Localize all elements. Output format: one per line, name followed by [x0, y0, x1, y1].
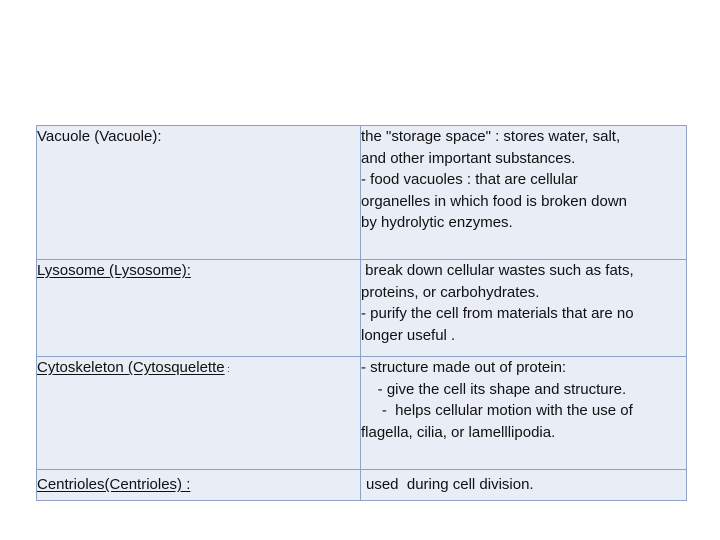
- table-row: [37, 357, 687, 470]
- organelle-description-cell: [361, 126, 687, 260]
- table-row: [37, 260, 687, 357]
- description-line: longer useful .: [361, 326, 456, 344]
- description-line: used during cell division.: [366, 476, 534, 493]
- description-line: - food vacuoles : that are cellular: [361, 171, 578, 188]
- description-line: break down cellular wastes such as fats,: [361, 262, 634, 279]
- description-line: - structure made out of protein:: [361, 359, 567, 376]
- organelle-description-cell: [361, 470, 687, 501]
- organelle-table: [36, 125, 687, 501]
- table-row: [37, 470, 687, 501]
- organelle-name-cell: [37, 260, 361, 357]
- description-line: - helps cellular motion with the use of: [361, 402, 633, 419]
- description-line: - give the cell its shape and structure.: [361, 380, 627, 398]
- organelle-description-cell: [361, 357, 687, 470]
- organelle-name: Lysosome (Lysosome):: [37, 262, 191, 279]
- organelle-name: Centrioles(Centrioles) :: [37, 476, 191, 493]
- description-line: by hydrolytic enzymes.: [361, 214, 513, 231]
- organelle-name-suffix: :: [224, 364, 230, 374]
- organelle-name: Cytoskeleton (Cytosquelette: [37, 359, 225, 376]
- description-line: the "storage space" : stores water, salt,: [361, 128, 621, 145]
- description-line: proteins, or carbohydrates.: [361, 283, 540, 301]
- description-line: and other important substances.: [361, 149, 576, 167]
- organelle-name: Vacuole (Vacuole):: [37, 128, 162, 145]
- organelle-name-cell: [37, 470, 361, 501]
- description-line: - purify the cell from materials that are no: [361, 305, 634, 322]
- organelle-description-cell: [361, 260, 687, 357]
- description-line: flagella, cilia, or lamelllipodia.: [361, 423, 556, 441]
- table-row: [37, 126, 687, 260]
- organelle-name-cell: [37, 357, 361, 470]
- organelle-name-cell: [37, 126, 361, 260]
- description-line: organelles in which food is broken down: [361, 192, 627, 210]
